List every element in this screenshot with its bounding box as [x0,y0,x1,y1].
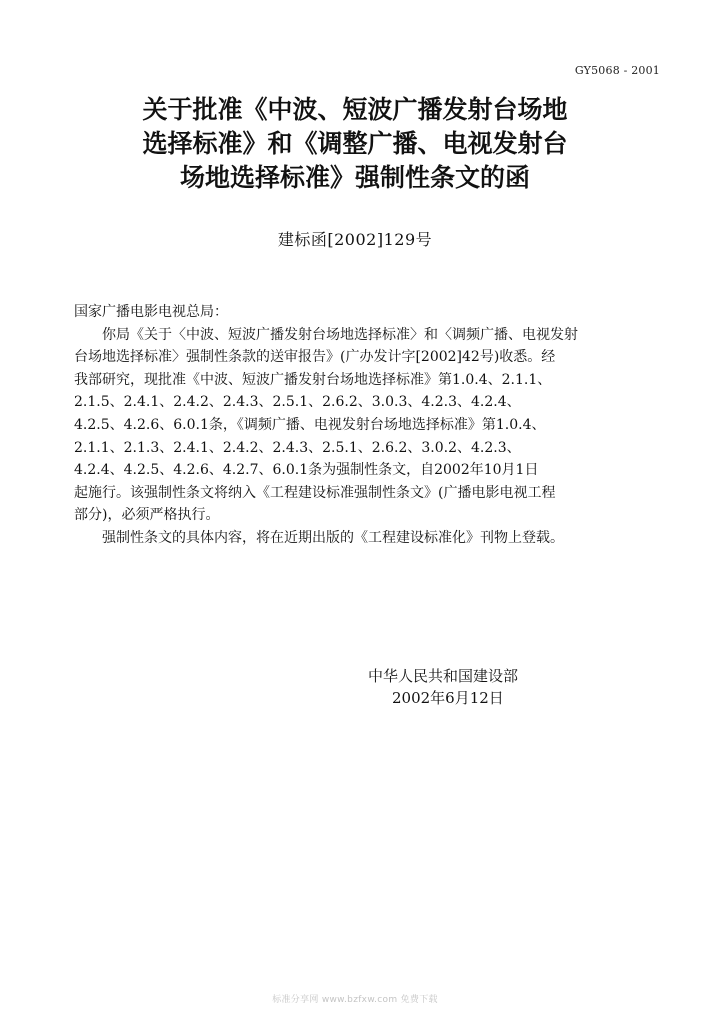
body-line: 4.2.5、4.2.6、6.0.1条，《调频广播、电视发射台场地选择标准》第1.0.4、 [74,416,546,433]
document-number: 建标函[2002]129号 [277,230,433,249]
letter-body [74,301,670,550]
title-line-3: 场地选择标准》强制性条文的函 [179,163,530,192]
document-title [60,93,650,195]
body-line: 你局《关于〈中波、短波广播发射台场地选择标准〉和〈调频广播、电视发射 [74,326,578,343]
title-line-2: 选择标准》和《调整广播、电视发射台 [142,129,568,158]
body-line: 台场地选择标准〉强制性条款的送审报告》(广办发计字[2002]42号)收悉。经 [74,349,556,366]
signature-block [368,665,568,709]
body-line: 2.1.1、2.1.3、2.4.1、2.4.2、2.4.3、2.5.1、2.6.2、3.0.2、4.2.3、 [74,439,521,456]
watermark: 标准分享网 www.bzfxw.com 免费下载 [272,995,438,1005]
body-line: 2.1.5、2.4.1、2.4.2、2.4.3、2.5.1、2.6.2、3.0.3、4.2.3、4.2.4、 [74,394,521,411]
body-line: 部分)，必须严格执行。 [74,507,220,524]
issuing-organization: 中华人民共和国建设部 [368,667,519,685]
body-line: 4.2.4、4.2.5、4.2.6、4.2.7、6.0.1条为强制性条文，自2002年10月1日 [74,462,539,479]
standard-code: GY5068 - 2001 [574,64,660,77]
body-line: 强制性条文的具体内容，将在近期出版的《工程建设标准化》刊物上登载。 [74,529,564,546]
title-line-1: 关于批准《中波、短波广播发射台场地 [142,95,568,124]
salutation: 国家广播电影电视总局： [74,304,228,320]
body-line: 起施行。该强制性条文将纳入《工程建设标准强制性条文》(广播电影电视工程 [74,484,556,501]
body-line: 我部研究，现批准《中波、短波广播发射台场地选择标准》第1.0.4、2.1.1、 [74,371,552,388]
issue-date: 2002年6月12日 [392,689,504,707]
